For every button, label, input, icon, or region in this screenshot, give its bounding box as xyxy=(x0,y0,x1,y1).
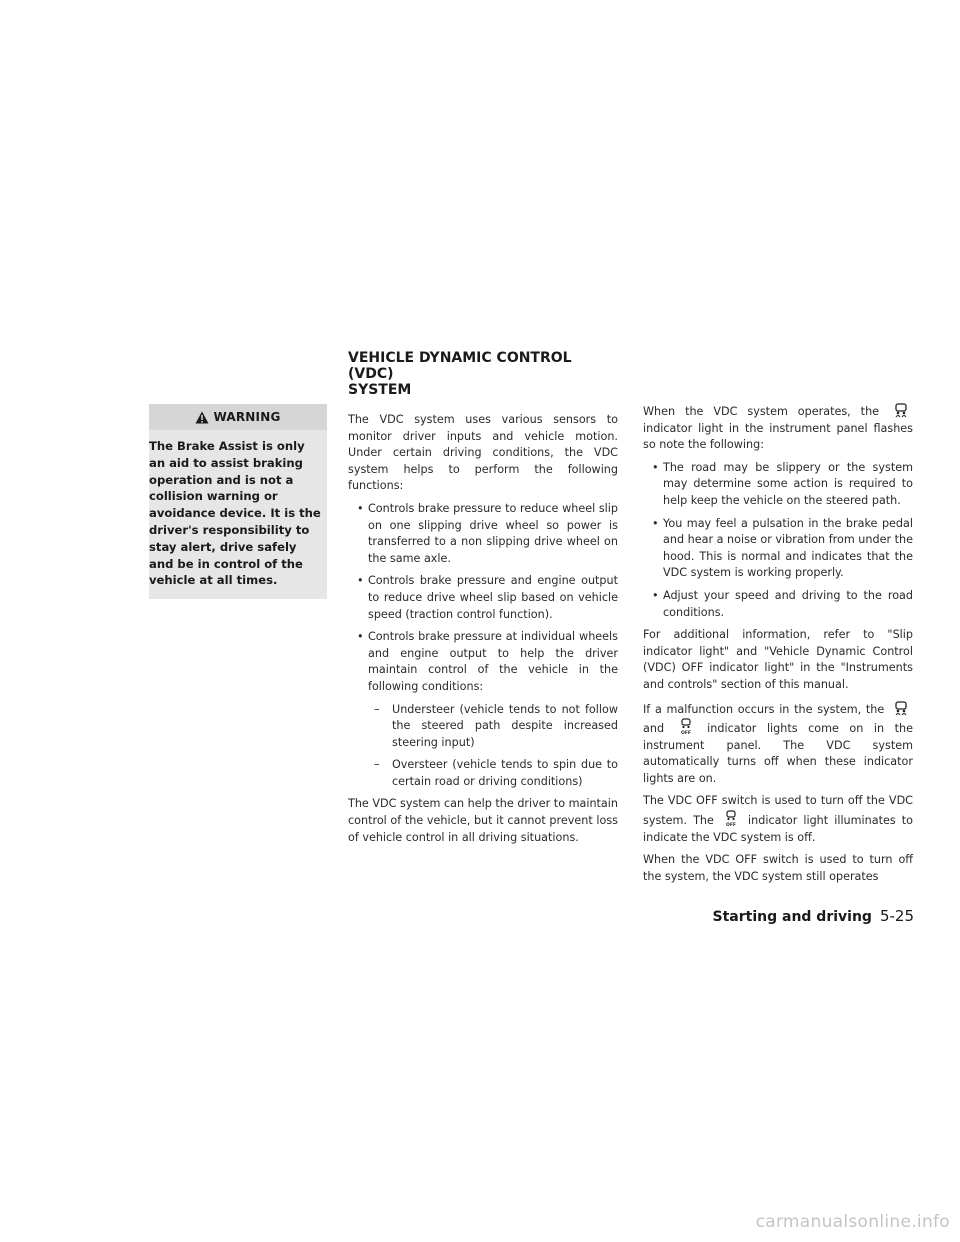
list-item: • Controls brake pressure at individual wheels and engine output to help the driver maintain control of the vehicle in the following conditions: xyxy=(348,629,618,695)
vdc-closing: The VDC system can help the driver to maintain control of the vehicle, but it cannot prevent loss of vehicle control in all driving situations. xyxy=(348,797,618,844)
list-item: • Adjust your speed and driving to the road conditions. xyxy=(643,588,913,621)
text-fragment: indicator lights come on in the instrument panel. The VDC system automatically turns off when these indicator lights are on. xyxy=(643,722,913,785)
text-fragment: indicator light in the instrument panel flashes so note the following: xyxy=(643,421,913,452)
warning-text: The Brake Assist is only an aid to assist braking operation and is not a collision warning or avoidance device. It is the driver's responsibility to stay alert, drive safely and be in control of the vehicle at all times. xyxy=(149,439,321,588)
sub-list-item: – Understeer (vehicle tends to not follow the steered path despite increased steering input) xyxy=(348,702,618,752)
text-fragment: When the VDC system operates, the xyxy=(643,405,880,418)
section-title-line1: VEHICLE DYNAMIC CONTROL (VDC) xyxy=(348,350,572,382)
list-item: • Controls brake pressure to reduce wheel slip on one slipping drive wheel so power is transferred to a non slipping drive wheel on the same axle. xyxy=(348,501,618,567)
list-item: • You may feel a pulsation in the brake pedal and hear a noise or vibration from under the hood. This is normal and indicates that the VDC system is working properly. xyxy=(643,516,913,582)
text-fragment: and xyxy=(643,722,665,736)
vdc-off-indicator-icon xyxy=(679,718,693,735)
page-footer xyxy=(713,907,914,925)
middle-column xyxy=(348,412,618,852)
vdc-still-operates-paragraph: When the VDC OFF switch is used to turn off the system, the VDC system still operates xyxy=(643,853,913,883)
right-column xyxy=(643,402,913,891)
slip-indicator-icon xyxy=(893,402,909,418)
additional-info-paragraph: For additional information, refer to "Slip indicator light" and "Vehicle Dynamic Control (VDC) OFF indicator light" in the "Instruments and controls" section of this manual. xyxy=(643,628,913,691)
warning-heading: WARNING xyxy=(213,410,281,424)
text-fragment: indicator light illuminates to indicate the VDC system is off. xyxy=(643,814,913,844)
warning-header xyxy=(149,404,327,430)
page-number: 5-25 xyxy=(879,907,914,925)
vdc-operates-paragraph xyxy=(643,402,913,454)
off-label: OFF xyxy=(680,731,691,736)
text-fragment: If a malfunction occurs in the system, the xyxy=(643,702,885,716)
sub-list-item: – Oversteer (vehicle tends to spin due to certain road or driving conditions) xyxy=(348,757,618,790)
list-item: • Controls brake pressure and engine output to reduce drive wheel slip based on vehicle speed (traction control function). xyxy=(348,573,618,623)
off-label: OFF xyxy=(725,823,736,828)
vdc-off-switch-paragraph xyxy=(643,793,913,846)
section-title-line2: SYSTEM xyxy=(348,382,412,398)
text-fragment: The VDC OFF switch is used to turn off the VDC system. The xyxy=(643,794,913,828)
slip-indicator-icon xyxy=(893,700,909,716)
footer-section-name: Starting and driving xyxy=(712,909,872,925)
vdc-intro: The VDC system uses various sensors to monitor driver inputs and vehicle motion. Under certain driving conditions, the VDC system helps to perform the following functions: xyxy=(348,413,618,493)
list-item: • The road may be slippery or the system may determine some action is required to help keep the vehicle on the steered path. xyxy=(643,460,913,510)
warning-triangle-icon xyxy=(195,411,209,424)
vdc-off-indicator-icon xyxy=(724,810,738,827)
watermark-link[interactable]: carmanualsonline.info xyxy=(755,1212,950,1232)
malfunction-paragraph xyxy=(643,700,913,788)
section-title xyxy=(348,350,618,398)
warning-box xyxy=(149,404,327,599)
